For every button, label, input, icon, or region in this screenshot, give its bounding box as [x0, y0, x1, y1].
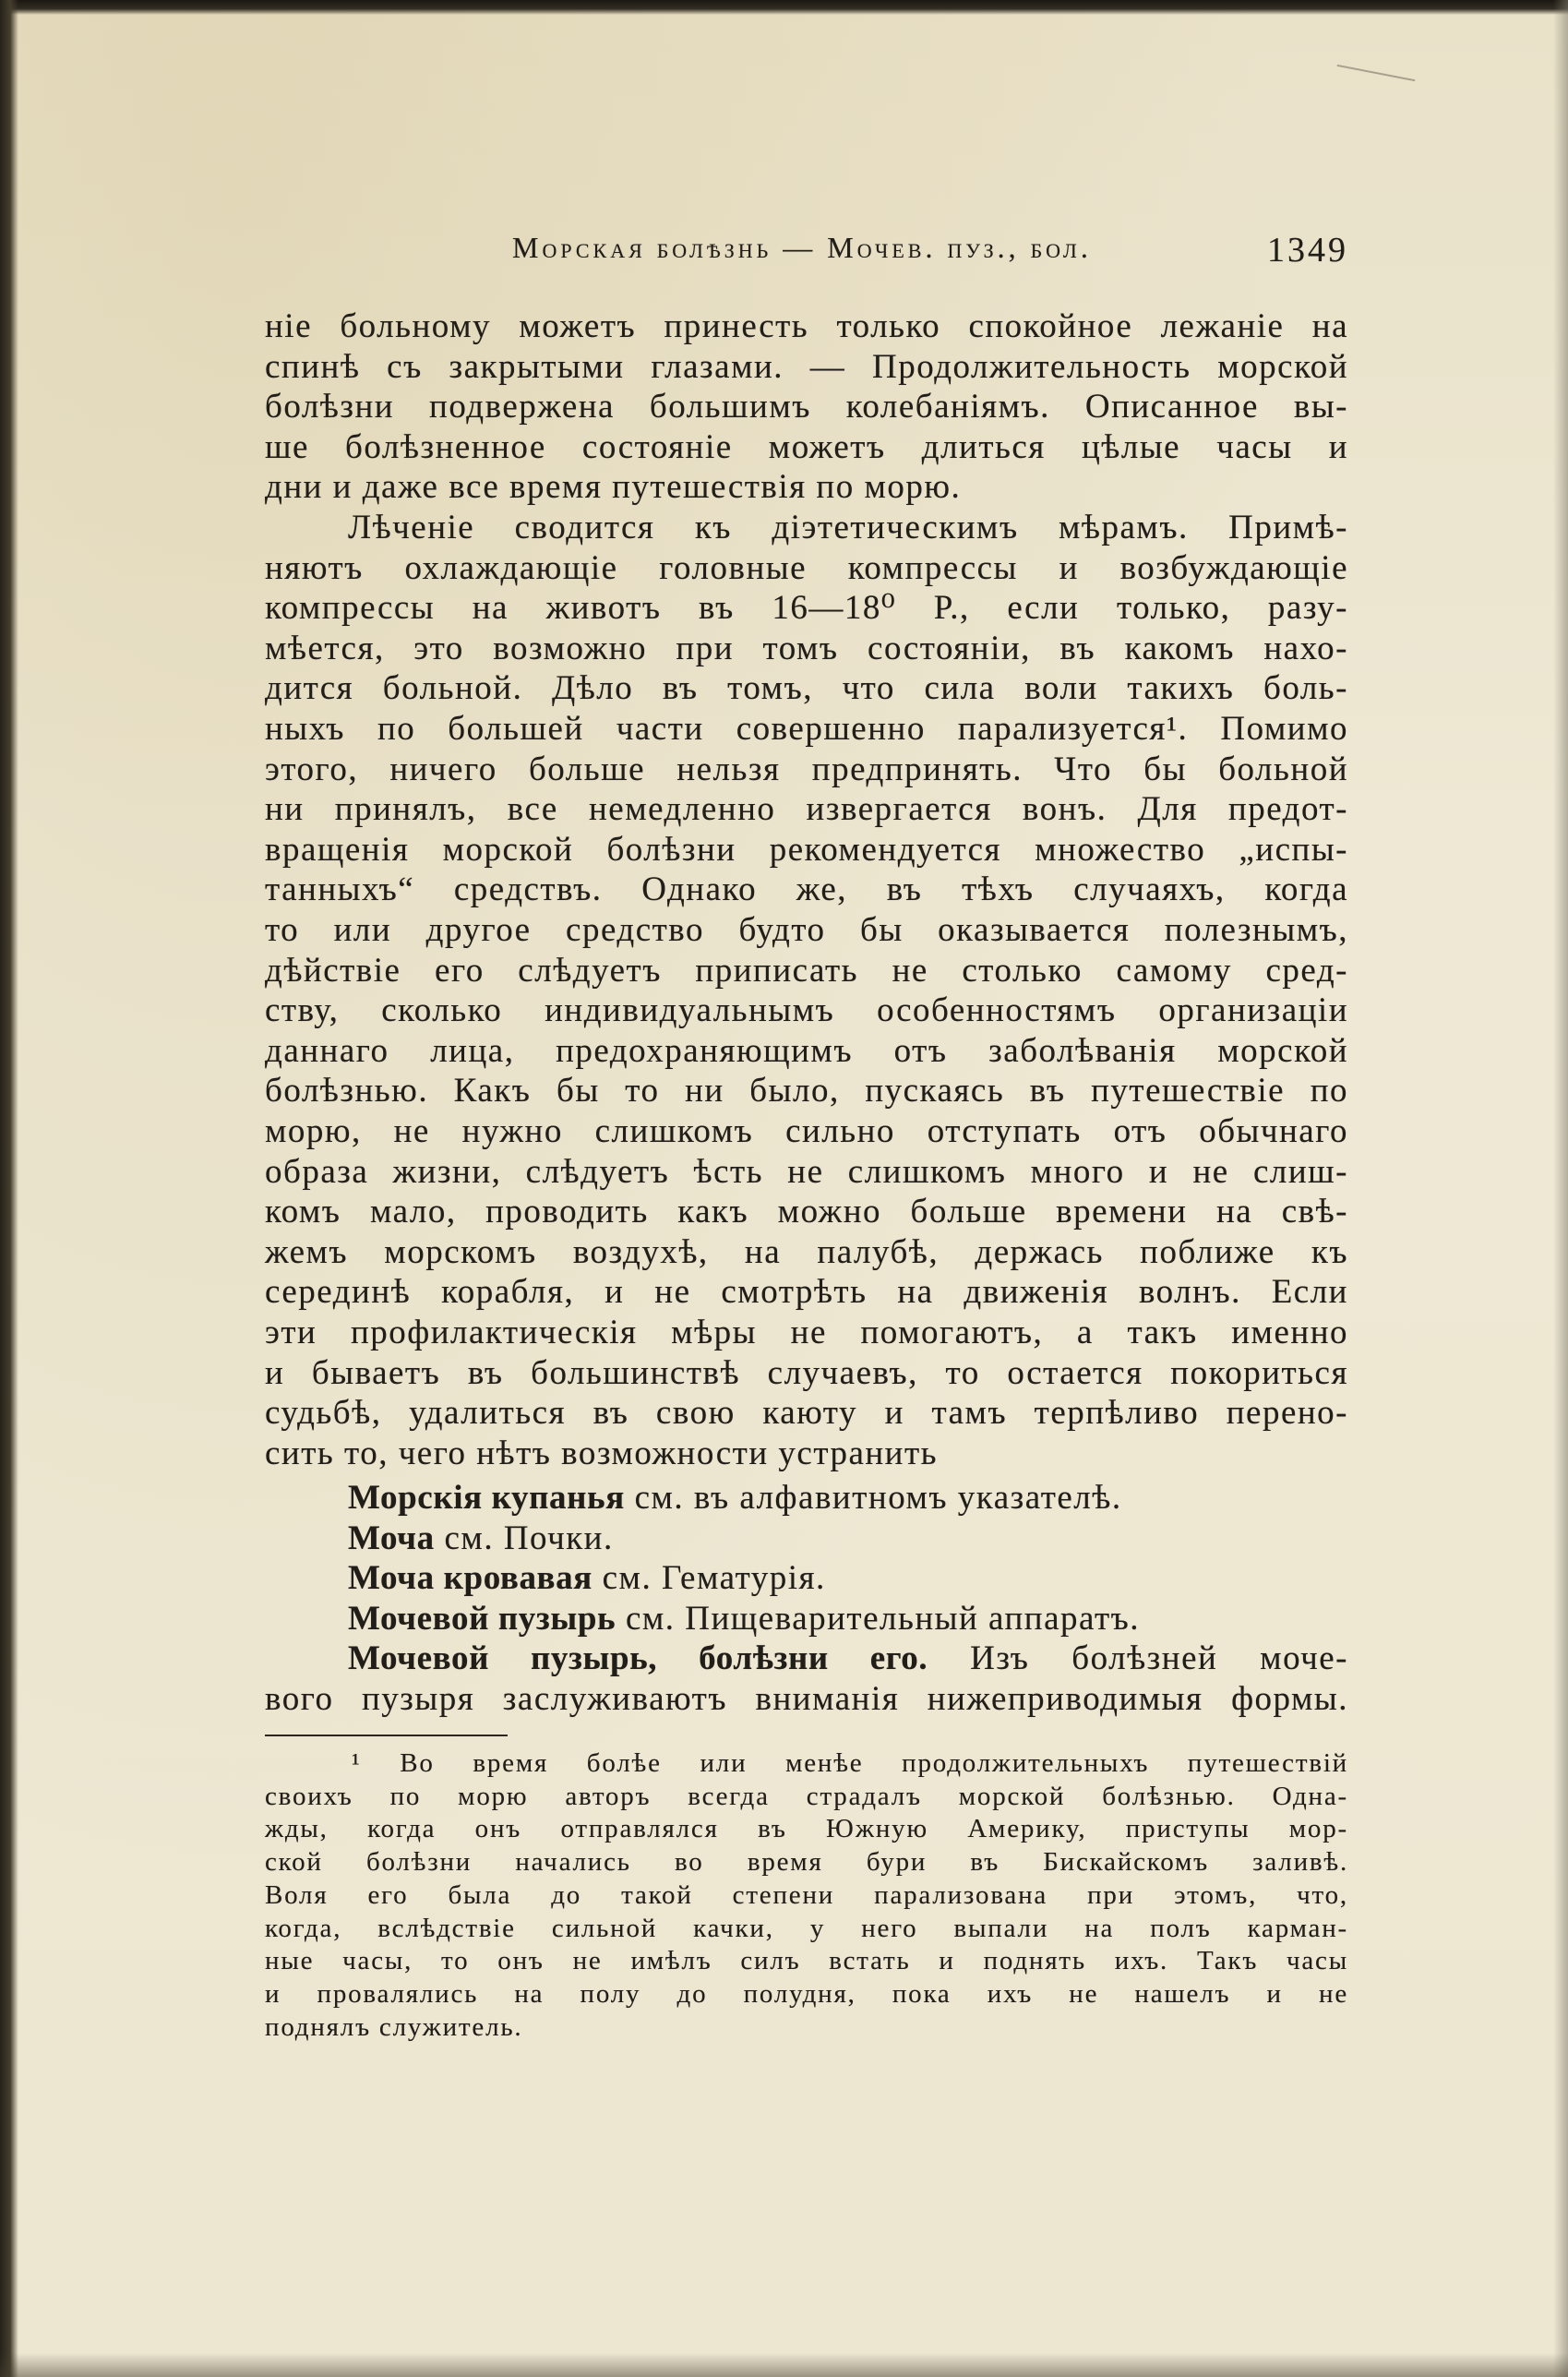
footnote-line: ской болѣзни начались во время бури въ Бискайскомъ заливѣ. [265, 1847, 1348, 1878]
index-entry [265, 1639, 1348, 1679]
paper-scratch [1337, 65, 1416, 81]
body-line: ству, сколько индивидуальнымъ особенностямъ организаціи [265, 991, 1348, 1030]
footnote-line: Воля его была до такой степени парализована при этомъ, что, [265, 1879, 1348, 1910]
index-entry-text: см. Почки. [444, 1519, 614, 1557]
body-line: образа жизни, слѣдуетъ ѣсть не слишкомъ много и не слиш- [265, 1152, 1348, 1191]
footnote-rule [265, 1735, 508, 1736]
index-entry-term: Мочевой пузырь [348, 1599, 616, 1638]
body-line: дится больной. Дѣло въ томъ, что сила воли такихъ боль- [265, 669, 1348, 708]
running-title: Морская болѣзнь — Мочев. пуз., бол. [512, 231, 1092, 264]
scan-edge-top [0, 0, 1568, 15]
index-entry-term: Моча [348, 1519, 435, 1557]
footnote-line: и провалялись на полу до полудня, пока ихъ не нашелъ и не [265, 1978, 1348, 2009]
body-line: компрессы на животъ въ 16—18⁰ Р., если только, разу- [265, 589, 1348, 628]
body-line: няютъ охлаждающіе головные компрессы и возбуждающіе [265, 548, 1348, 587]
body-line: ніе больному можетъ принесть только спокойное лежаніе на [265, 307, 1348, 345]
index-entry-text: см. Гематурія. [602, 1559, 826, 1598]
index-entry-term: Морскія купанья [348, 1479, 625, 1517]
body-line: спинѣ съ закрытыми глазами. — Продолжительность морской [265, 347, 1348, 386]
index-entry-continuation: вого пузыря заслуживаютъ вниманія нижеприводимыя формы. [265, 1680, 1348, 1718]
body-line: серединѣ корабля, и не смотрѣть на движенія волнъ. Если [265, 1273, 1348, 1312]
footnote-line: своихъ по морю авторъ всегда страдалъ морской болѣзнью. Одна- [265, 1781, 1348, 1811]
body-line: болѣзнью. Какъ бы то ни было, пускаясь въ путешествіе по [265, 1072, 1348, 1110]
body-line: танныхъ“ средствъ. Однако же, въ тѣхъ случаяхъ, когда [265, 870, 1348, 909]
footnote-line: когда, вслѣдствіе сильной качки, у него выпали на полъ карман- [265, 1913, 1348, 1943]
scan-edge-bottom [0, 2353, 1568, 2377]
body-line: даннаго лица, предохраняющимъ отъ заболѣванія морской [265, 1031, 1348, 1070]
page-number: 1349 [1267, 231, 1348, 270]
body-line: ныхъ по большей части совершенно парализуется¹. Помимо [265, 710, 1348, 748]
body-line: жемъ морскомъ воздухѣ, на палубѣ, держась поближе къ [265, 1232, 1348, 1271]
body-line: Лѣченіе сводится къ діэтетическимъ мѣрамъ. Примѣ- [348, 509, 1348, 546]
body-line: мѣется, это возможно при томъ состояніи, въ какомъ нахо- [265, 629, 1348, 667]
footnote-line: ные часы, то онъ не имѣлъ силъ встать и поднять ихъ. Такъ часы [265, 1946, 1348, 1976]
footnote-line: поднялъ служитель. [265, 2011, 523, 2042]
body-line: ни принялъ, все немедленно извергается вонъ. Для предот- [265, 790, 1348, 829]
index-entry-term: Мочевой пузырь, болѣзни его. [348, 1639, 928, 1678]
body-line: то или другое средство будто бы оказывается полезнымъ, [265, 911, 1348, 949]
body-line: болѣзни подвержена большимъ колебаніямъ. Описанное вы- [265, 388, 1348, 426]
body-line: ше болѣзненное состояніе можетъ длиться цѣлые часы и [265, 427, 1348, 466]
index-entry-text: см. въ алфавитномъ указателѣ. [634, 1479, 1122, 1517]
body-line: морю, не нужно слишкомъ сильно отступать отъ обычнаго [265, 1112, 1348, 1150]
index-entry [265, 1599, 1348, 1639]
scan-edge-right [1553, 0, 1568, 2377]
index-entry-text: Изъ болѣзней моче- [970, 1639, 1348, 1678]
body-line: этого, ничего больше нельзя предпринять. Что бы больной [265, 750, 1348, 788]
body-line: дѣйствіе его слѣдуетъ приписать не столько самому сред- [265, 951, 1348, 990]
scan-edge-left [0, 0, 18, 2377]
index-entry [265, 1519, 1348, 1559]
body-line: дни и даже все время путешествія по морю. [265, 468, 962, 507]
index-entry [265, 1558, 1348, 1599]
body-line: и бываетъ въ большинствѣ случаевъ, то остается покориться [265, 1353, 1348, 1392]
footnote-line: жды, когда онъ отправлялся въ Южную Америку, приступы мор- [265, 1814, 1348, 1844]
body-line: эти профилактическія мѣры не помогаютъ, а такъ именно [265, 1314, 1348, 1351]
body-line: вращенія морской болѣзни рекомендуется множество „испы- [265, 830, 1348, 869]
index-entry-term: Моча кровавая [348, 1559, 592, 1598]
index-entry-text: см. Пищеварительный аппаратъ. [625, 1599, 1141, 1638]
body-line: сить то, чего нѣтъ возможности устранить [265, 1434, 939, 1472]
body-line: комъ мало, проводить какъ можно больше времени на свѣ- [265, 1193, 1348, 1231]
footnote-line: ¹ Во время болѣе или менѣе продолжительныхъ путешествій [352, 1748, 1348, 1778]
index-entry [265, 1478, 1348, 1519]
body-line: судьбѣ, удалиться въ свою каюту и тамъ терпѣливо перено- [265, 1394, 1348, 1433]
